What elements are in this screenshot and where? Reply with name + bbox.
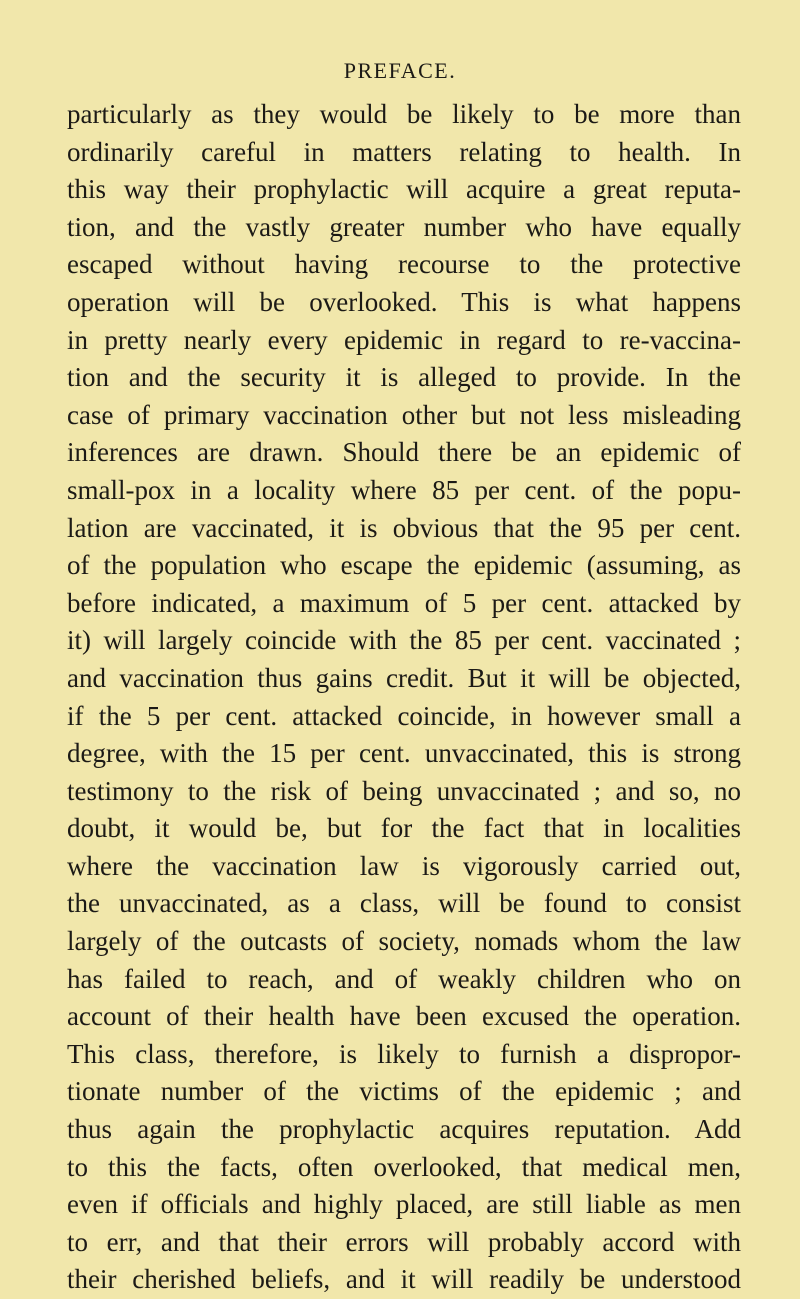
text-line: degree, with the 15 per cent. unvaccinated, this is strong (67, 738, 741, 769)
text-line: escaped without having recourse to the protective (67, 249, 741, 280)
text-line: account of their health have been excused the operation. (67, 1001, 741, 1032)
text-line: ordinarily careful in matters relating to health. In (67, 136, 741, 167)
text-line: has failed to reach, and of weakly children who on (67, 963, 741, 994)
text-line: thus again the prophylactic acquires reputation. Add (67, 1114, 741, 1145)
text-line: testimony to the risk of being unvaccinated ; and so, no (67, 775, 741, 806)
text-line: tion and the security it is alleged to provide. In the (67, 362, 741, 393)
text-line: of the population who escape the epidemic (assuming, as (67, 550, 741, 581)
text-line: tion, and the vastly greater number who have equally (67, 211, 741, 242)
text-line: if the 5 per cent. attacked coincide, in however small a (67, 700, 741, 731)
text-line: small-pox in a locality where 85 per cent. of the popu- (67, 474, 741, 505)
text-line: particularly as they would be likely to be more than (67, 99, 741, 129)
text-line: case of primary vaccination other but not less misleading (67, 399, 741, 430)
text-line: before indicated, a maximum of 5 per cent. attacked by (67, 587, 741, 618)
text-line: This class, therefore, is likely to furnish a dispropor- (67, 1038, 741, 1069)
text-line: largely of the outcasts of society, nomads whom the law (67, 926, 741, 957)
text-line: where the vaccination law is vigorously carried out, (67, 850, 741, 881)
text-line: and vaccination thus gains credit. But it will be objected, (67, 662, 741, 693)
text-line: operation will be overlooked. This is what happens (67, 286, 741, 317)
text-line: it) will largely coincide with the 85 per cent. vaccinated ; (67, 625, 741, 656)
text-line: lation are vaccinated, it is obvious that the 95 per cent. (67, 512, 741, 543)
text-line: this way their prophylactic will acquire a great reputa- (67, 174, 741, 205)
text-line: the unvaccinated, as a class, will be found to consist (67, 888, 741, 919)
text-line: tionate number of the victims of the epidemic ; and (67, 1076, 741, 1107)
text-line: in pretty nearly every epidemic in regard to re-vaccina- (67, 324, 741, 355)
text-line: doubt, it would be, but for the fact that in localities (67, 813, 741, 844)
text-line: to err, and that their errors will probably accord with (67, 1226, 741, 1257)
text-line: to this the facts, often overlooked, that medical men, (67, 1151, 741, 1182)
text-line: even if officials and highly placed, are still liable as men (67, 1189, 741, 1220)
body-text (67, 96, 741, 1299)
running-head: PREFACE. (343, 58, 457, 83)
text-line: their cherished beliefs, and it will readily be understood (67, 1264, 741, 1295)
text-line: inferences are drawn. Should there be an epidemic of (67, 437, 741, 468)
